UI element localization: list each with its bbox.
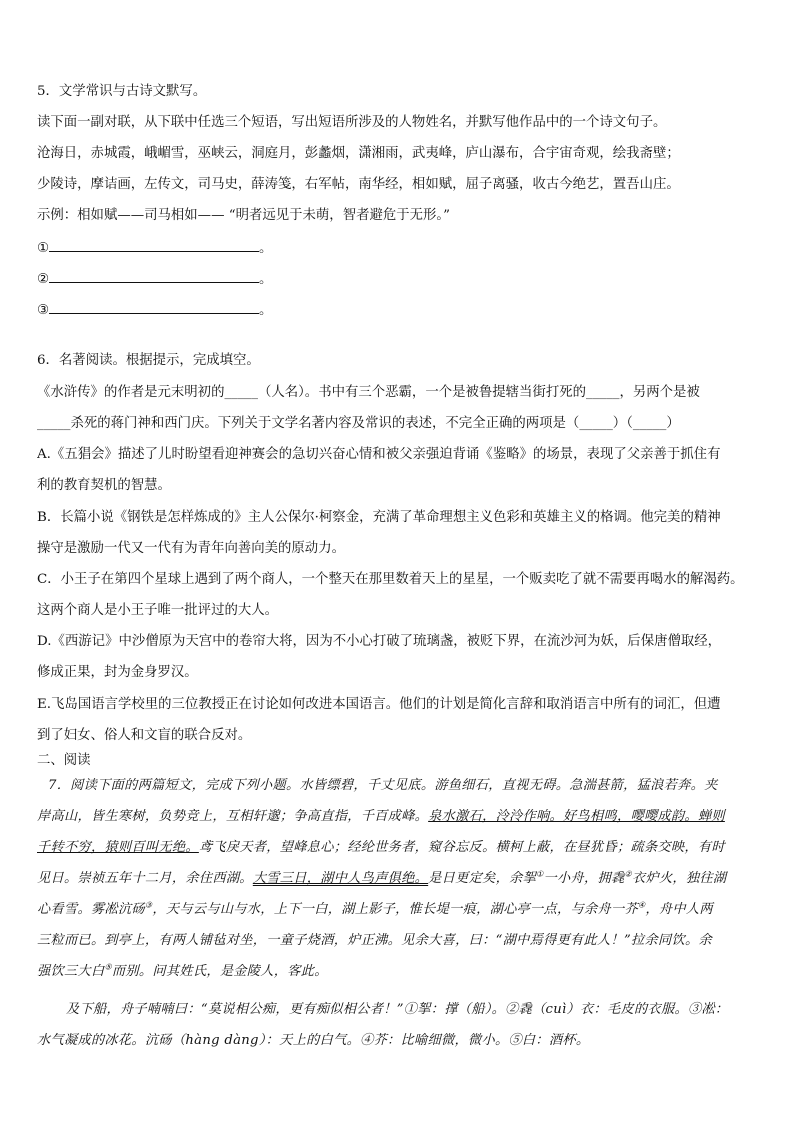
underlined-text: 泉水激石，泠泠作响。好鸟相鸣，嘤嘤成韵。蝉则 — [428, 809, 725, 824]
passage-text: 一小舟，拥毳 — [543, 871, 625, 886]
q6-title: 6．名著阅读。根据提示，完成填空。 — [37, 353, 260, 368]
passage-text: 心看雪。雾凇沆砀 — [37, 902, 145, 917]
blank-end: 。 — [259, 241, 273, 256]
q7-passage-line-4 — [37, 869, 757, 889]
q6-option-b: B．长篇小说《钢铁是怎样炼成的》主人公保尔·柯察金，充满了革命理想主义色彩和英雄主义的格调。他完美的精神 — [37, 510, 721, 525]
q6-option-e-cont: 到了妇女、俗人和文盲的联合反对。 — [37, 728, 252, 743]
q5-title: 5．文学常识与古诗文默写。 — [37, 84, 207, 99]
q7-passage-line-6: 三粒而已。到亭上，有两人铺毡对坐，一童子烧酒，炉正沸。见余大喜，曰：“湖中焉得更有此人！”拉余同饮。余 — [37, 933, 712, 948]
passage-text: 见日。崇祯五年十二月，余住西湖。 — [37, 871, 253, 886]
q7-passage-line-7 — [37, 962, 757, 982]
q5-lower-couplet: 少陵诗，摩诘画，左传文，司马史，薛涛笺，右军帖，南华经，相如赋，屈子离骚，收古今绝艺，置吾山庄。 — [37, 177, 680, 192]
q5-instruction: 读下面一副对联，从下联中任选三个短语，写出短语所涉及的人物姓名，并默写他作品中的一个诗文句子。 — [37, 115, 667, 130]
q5-answer-blank-3[interactable] — [37, 300, 757, 321]
q6-option-b-cont: 操守是激励一代又一代有为青年向善向美的原动力。 — [37, 541, 345, 556]
passage-text: 而别。问其姓氏，是金陵人，客此。 — [111, 964, 328, 979]
q6-option-a: A.《五猖会》描述了儿时盼望看迎神赛会的急切兴奋心情和被父亲强迫背诵《鉴略》的场景，表现了父亲善于抓住有 — [37, 447, 721, 462]
q6-option-e: E.飞岛国语言学校里的三位教授正在讨论如何改进本国语言。他们的计划是简化言辞和取消语言中所有的词汇，但遭 — [37, 697, 721, 712]
footnote-marker: ③ — [144, 900, 153, 910]
passage-text: 岸高山，皆生寒树，负势竞上，互相轩邈；争高直指，千百成峰。 — [37, 809, 429, 824]
q7-passage-line-8 — [66, 1000, 757, 1020]
q6-option-c: C．小王子在第四个星球上遇到了两个商人，一个整天在那里数着天上的星星，一个贩卖吃了就不需要再喝水的解渴药。 — [37, 572, 744, 587]
q6-line-1: 《水浒传》的作者是元末明初的_____（人名）。书中有三个恶霸，一个是被鲁提辖当街打死的_____，另两个是被 — [37, 385, 700, 400]
footnote-marker: ① — [536, 869, 544, 879]
q6-line-2: _____杀死的蒋门神和西门庆。下列关于文学名著内容及常识的表述，不完全正确的两项是（_____）（_____） — [37, 416, 680, 431]
blank-end: 。 — [259, 303, 273, 318]
q5-answer-blank-1[interactable] — [37, 238, 757, 259]
footnote-text: 挐：撑（船）。②毳（cuì）衣：毛皮的衣服。③凇： — [417, 1002, 729, 1017]
q7-footnotes: 水气凝成的冰花。沆砀（hàng dàng）：天上的白气。④芥：比喻细微，微小。⑤白：酒杯。 — [37, 1033, 590, 1048]
footnote-marker: ⑤ — [104, 962, 112, 972]
q6-option-c-cont: 这两个商人是小王子唯一批评过的大人。 — [37, 603, 279, 618]
answer-line[interactable] — [49, 300, 259, 314]
underlined-text: 千转不穷，猿则百叫无绝。 — [37, 840, 199, 855]
passage-text: ，舟中人两 — [645, 902, 713, 917]
passage-text: 衣炉火，独往湖 — [631, 871, 727, 886]
section-heading: 二、阅读 — [37, 753, 91, 768]
q5-answer-blank-2[interactable] — [37, 269, 757, 290]
footnote-marker: ② — [624, 869, 632, 879]
answer-line[interactable] — [49, 238, 259, 252]
q6-option-d: D.《西游记》中沙僧原为天宫中的卷帘大将，因为不小心打破了琉璃盏，被贬下界，在流沙河为妖，后保唐僧取经， — [37, 634, 722, 649]
blank-marker: ① — [37, 241, 50, 256]
passage-text: 强饮三大白 — [37, 964, 105, 979]
footnote-marker: ① — [403, 1002, 418, 1017]
underlined-text: 大雪三日，湖中人鸟声俱绝。 — [252, 871, 429, 886]
blank-marker: ② — [37, 272, 50, 287]
q5-upper-couplet: 沧海日，赤城霞，峨嵋雪，巫峡云，洞庭月，彭蠡烟，潇湘雨，武夷峰，庐山瀑布，合宇宙奇观，绘我斋壁； — [37, 146, 680, 161]
q7-passage-line-5 — [37, 900, 757, 920]
passage-text: 是日更定矣，余挐 — [428, 871, 537, 886]
q6-option-d-cont: 修成正果，封为金身罗汉。 — [37, 665, 198, 680]
passage-text: ，天与云与山与水，上下一白，湖上影子，惟长堤一痕，湖心亭一点，与余舟一芥 — [152, 902, 638, 917]
q7-passage-line-1: 7．阅读下面的两篇短文，完成下列小题。水皆缥碧，千丈见底。游鱼细石，直视无碍。急湍甚箭，猛浪若奔。夹 — [48, 778, 718, 793]
blank-end: 。 — [259, 272, 273, 287]
q7-passage-line-2 — [37, 807, 757, 827]
passage-text: 鸢飞戾天者，望峰息心；经纶世务者，窥谷忘反。横柯上蔽，在昼犹昏；疏条交映，有时 — [198, 840, 725, 855]
q5-example: 示例：相如赋——司马相如—— “明者远见于未萌，智者避危于无形。” — [37, 208, 450, 223]
q7-passage-line-3 — [37, 838, 757, 858]
footnote-marker: ④ — [637, 900, 646, 910]
q6-option-a-cont: 利的教育契机的智慧。 — [37, 478, 171, 493]
passage-text: 及下船，舟子喃喃曰：“莫说相公痴，更有痴似相公者！” — [66, 1002, 404, 1017]
answer-line[interactable] — [49, 269, 259, 283]
blank-marker: ③ — [37, 303, 50, 318]
